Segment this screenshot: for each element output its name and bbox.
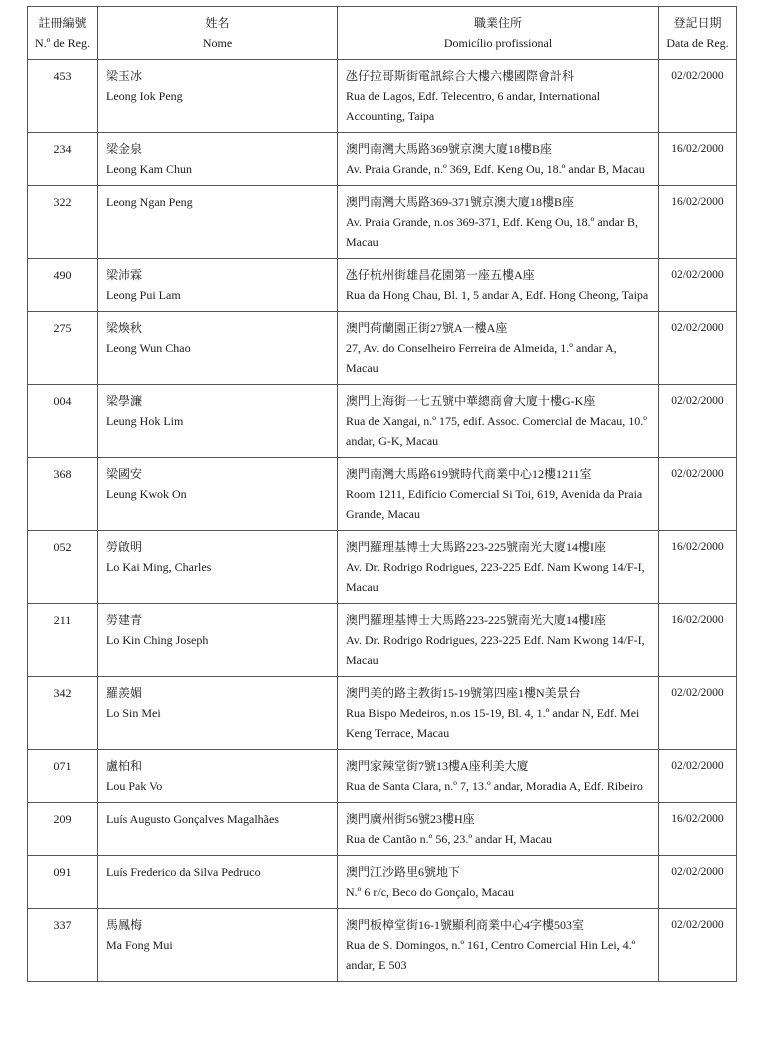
name-latin: Lo Sin Mei xyxy=(106,706,161,720)
address-chinese: 澳門板樟堂街16-1號顯利商業中心4字樓503室 xyxy=(346,918,584,932)
reg-number-cell xyxy=(28,856,98,909)
address-cell xyxy=(338,259,659,312)
address-chinese: 澳門羅理基博士大馬路223-225號南光大廈14樓I座 xyxy=(346,613,606,627)
name-latin: Lo Kai Ming, Charles xyxy=(106,560,212,574)
address-cell xyxy=(338,909,659,982)
table-row xyxy=(28,186,737,259)
header-date xyxy=(659,7,737,60)
address-portuguese: Rua de Cantão n.º 56, 23.º andar H, Macau xyxy=(346,832,553,846)
reg-number-cell xyxy=(28,803,98,856)
address-cell xyxy=(338,133,659,186)
address-chinese: 氹仔拉哥斯街電訊綜合大樓六樓國際會計科 xyxy=(346,69,575,83)
registration-date: 02/02/2000 xyxy=(671,919,724,931)
reg-number-cell xyxy=(28,909,98,982)
reg-number: 234 xyxy=(53,142,72,156)
name-latin: Lo Kin Ching Joseph xyxy=(106,633,209,647)
address-cell xyxy=(338,677,659,750)
name-latin: Leong Ngan Peng xyxy=(106,195,193,209)
name-latin: Luís Augusto Gonçalves Magalhães xyxy=(106,812,279,826)
address-chinese: 澳門上海街一七五號中華總商會大廈十樓G-K座 xyxy=(346,394,596,408)
reg-number: 209 xyxy=(53,812,72,826)
name-latin: Leung Kwok On xyxy=(106,487,187,501)
name-latin: Lou Pak Vo xyxy=(106,779,163,793)
table-row xyxy=(28,803,737,856)
name-cell xyxy=(98,458,338,531)
table-row xyxy=(28,750,737,803)
address-cell xyxy=(338,750,659,803)
date-cell xyxy=(659,531,737,604)
reg-number-cell xyxy=(28,677,98,750)
name-latin: Leong Iok Peng xyxy=(106,89,183,103)
reg-number-cell xyxy=(28,458,98,531)
reg-number: 490 xyxy=(53,268,72,282)
address-cell xyxy=(338,60,659,133)
date-cell xyxy=(659,604,737,677)
name-chinese: 梁金泉 xyxy=(106,142,143,156)
reg-number-cell xyxy=(28,750,98,803)
reg-number: 322 xyxy=(53,195,72,209)
address-chinese: 澳門荷蘭園正街27號A一樓A座 xyxy=(346,321,508,335)
date-cell xyxy=(659,312,737,385)
reg-number-cell xyxy=(28,186,98,259)
address-cell xyxy=(338,186,659,259)
reg-number: 368 xyxy=(53,467,72,481)
name-cell xyxy=(98,604,338,677)
name-cell xyxy=(98,312,338,385)
registration-date: 02/02/2000 xyxy=(671,322,724,334)
header-address xyxy=(338,7,659,60)
header-address-pt: Domicílio profissional xyxy=(443,36,553,50)
registration-date: 02/02/2000 xyxy=(671,269,724,281)
header-date-zh: 登記日期 xyxy=(673,16,722,30)
table-header xyxy=(28,7,737,60)
date-cell xyxy=(659,909,737,982)
name-chinese: 梁玉冰 xyxy=(106,69,143,83)
name-cell xyxy=(98,750,338,803)
name-cell xyxy=(98,133,338,186)
header-address-zh: 職業住所 xyxy=(473,16,522,30)
name-latin: Luís Frederico da Silva Pedruco xyxy=(106,865,261,879)
table-row xyxy=(28,531,737,604)
date-cell xyxy=(659,259,737,312)
table-row xyxy=(28,677,737,750)
name-cell xyxy=(98,259,338,312)
address-cell xyxy=(338,856,659,909)
address-portuguese: Rua de Santa Clara, n.º 7, 13.º andar, Moradia A, Edf. Ribeiro xyxy=(346,779,643,793)
address-portuguese: Av. Dr. Rodrigo Rodrigues, 223-225 Edf. Nam Kwong 14/F-I, Macau xyxy=(346,633,645,667)
header-reg-number-zh: 註冊編號 xyxy=(38,16,87,30)
header-reg-number-pt: N.º de Reg. xyxy=(34,36,91,50)
reg-number-cell xyxy=(28,531,98,604)
name-latin: Ma Fong Mui xyxy=(106,938,173,952)
table-row xyxy=(28,259,737,312)
date-cell xyxy=(659,133,737,186)
name-chinese: 盧柏和 xyxy=(106,759,143,773)
date-cell xyxy=(659,60,737,133)
table-row xyxy=(28,385,737,458)
date-cell xyxy=(659,803,737,856)
header-name-pt: Nome xyxy=(202,36,233,50)
reg-number-cell xyxy=(28,60,98,133)
registration-date: 02/02/2000 xyxy=(671,687,724,699)
table-row xyxy=(28,60,737,133)
name-chinese: 馬鳳梅 xyxy=(106,918,143,932)
table-row xyxy=(28,604,737,677)
registration-date: 02/02/2000 xyxy=(671,395,724,407)
address-cell xyxy=(338,531,659,604)
name-cell xyxy=(98,385,338,458)
reg-number: 337 xyxy=(53,918,72,932)
date-cell xyxy=(659,385,737,458)
name-chinese: 勞啟明 xyxy=(106,540,143,554)
reg-number-cell xyxy=(28,133,98,186)
address-portuguese: Rua de Lagos, Edf. Telecentro, 6 andar, International Accounting, Taipa xyxy=(346,89,601,123)
table-body xyxy=(28,60,737,982)
name-chinese: 梁國安 xyxy=(106,467,143,481)
date-cell xyxy=(659,677,737,750)
name-latin: Leong Kam Chun xyxy=(106,162,192,176)
name-cell xyxy=(98,909,338,982)
table-row xyxy=(28,312,737,385)
reg-number-cell xyxy=(28,259,98,312)
registration-date: 02/02/2000 xyxy=(671,70,724,82)
address-portuguese: Av. Praia Grande, n.º 369, Edf. Keng Ou, 18.º andar B, Macau xyxy=(346,162,645,176)
name-cell xyxy=(98,803,338,856)
name-chinese: 梁煥秋 xyxy=(106,321,143,335)
address-chinese: 氹仔杭州街雄昌花園第一座五樓A座 xyxy=(346,268,535,282)
reg-number-cell xyxy=(28,385,98,458)
name-chinese: 羅羨媚 xyxy=(106,686,143,700)
name-cell xyxy=(98,856,338,909)
reg-number: 453 xyxy=(53,69,72,83)
date-cell xyxy=(659,186,737,259)
table-row xyxy=(28,133,737,186)
address-chinese: 澳門廣州街56號23樓H座 xyxy=(346,812,475,826)
header-date-pt: Data de Reg. xyxy=(666,36,729,50)
name-cell xyxy=(98,186,338,259)
registration-date: 16/02/2000 xyxy=(671,541,724,553)
registration-date: 16/02/2000 xyxy=(671,143,724,155)
address-chinese: 澳門家辣堂街7號13樓A座利美大廈 xyxy=(346,759,529,773)
reg-number: 091 xyxy=(53,865,72,879)
address-chinese: 澳門南灣大馬路619號時代商業中心12樓1211室 xyxy=(346,467,592,481)
reg-number-cell xyxy=(28,312,98,385)
address-portuguese: Rua Bispo Medeiros, n.os 15-19, Bl. 4, 1.º andar N, Edf. Mei Keng Terrace, Macau xyxy=(346,706,640,740)
reg-number: 071 xyxy=(53,759,72,773)
registration-date: 16/02/2000 xyxy=(671,813,724,825)
registry-table xyxy=(27,6,737,982)
address-cell xyxy=(338,458,659,531)
address-chinese: 澳門江沙路里6號地下 xyxy=(346,865,461,879)
header-name-zh: 姓名 xyxy=(205,16,230,30)
address-portuguese: Av. Dr. Rodrigo Rodrigues, 223-225 Edf. Nam Kwong 14/F-I, Macau xyxy=(346,560,645,594)
date-cell xyxy=(659,458,737,531)
address-portuguese: Rua de S. Domingos, n.º 161, Centro Comercial Hin Lei, 4.º andar, E 503 xyxy=(346,938,636,972)
address-chinese: 澳門南灣大馬路369-371號京澳大廈18樓B座 xyxy=(346,195,575,209)
registration-date: 02/02/2000 xyxy=(671,760,724,772)
address-portuguese: Room 1211, Edifício Comercial Si Toi, 619, Avenida da Praia Grande, Macau xyxy=(346,487,643,521)
address-chinese: 澳門南灣大馬路369號京澳大廈18樓B座 xyxy=(346,142,553,156)
table-row xyxy=(28,909,737,982)
date-cell xyxy=(659,856,737,909)
address-portuguese: Rua da Hong Chau, Bl. 1, 5 andar A, Edf. Hong Cheong, Taipa xyxy=(346,288,649,302)
reg-number: 004 xyxy=(53,394,72,408)
name-latin: Leong Pui Lam xyxy=(106,288,181,302)
name-cell xyxy=(98,60,338,133)
name-cell xyxy=(98,531,338,604)
date-cell xyxy=(659,750,737,803)
header-row xyxy=(28,7,737,60)
name-chinese: 梁學濂 xyxy=(106,394,143,408)
name-latin: Leung Hok Lim xyxy=(106,414,184,428)
name-chinese: 勞建青 xyxy=(106,613,143,627)
reg-number: 052 xyxy=(53,540,72,554)
header-name xyxy=(98,7,338,60)
reg-number: 275 xyxy=(53,321,72,335)
reg-number: 342 xyxy=(53,686,72,700)
address-cell xyxy=(338,312,659,385)
table-row xyxy=(28,856,737,909)
address-portuguese: Av. Praia Grande, n.os 369-371, Edf. Keng Ou, 18.º andar B, Macau xyxy=(346,215,638,249)
registration-date: 16/02/2000 xyxy=(671,196,724,208)
registration-date: 02/02/2000 xyxy=(671,468,724,480)
address-cell xyxy=(338,385,659,458)
registration-date: 16/02/2000 xyxy=(671,614,724,626)
name-chinese: 梁沛霖 xyxy=(106,268,143,282)
reg-number-cell xyxy=(28,604,98,677)
address-chinese: 澳門羅理基博士大馬路223-225號南光大廈14樓I座 xyxy=(346,540,606,554)
registration-date: 02/02/2000 xyxy=(671,866,724,878)
name-latin: Leong Wun Chao xyxy=(106,341,191,355)
address-chinese: 澳門美的路主教街15-19號第四座1樓N美景台 xyxy=(346,686,581,700)
reg-number: 211 xyxy=(53,613,72,627)
header-reg-number xyxy=(28,7,98,60)
table-row xyxy=(28,458,737,531)
address-portuguese: N.º 6 r/c, Beco do Gonçalo, Macau xyxy=(346,885,514,899)
address-cell xyxy=(338,803,659,856)
address-portuguese: Rua de Xangai, n.º 175, edif. Assoc. Comercial de Macau, 10.º andar, G-K, Macau xyxy=(346,414,648,448)
address-portuguese: 27, Av. do Conselheiro Ferreira de Almeida, 1.º andar A, Macau xyxy=(346,341,617,375)
name-cell xyxy=(98,677,338,750)
address-cell xyxy=(338,604,659,677)
